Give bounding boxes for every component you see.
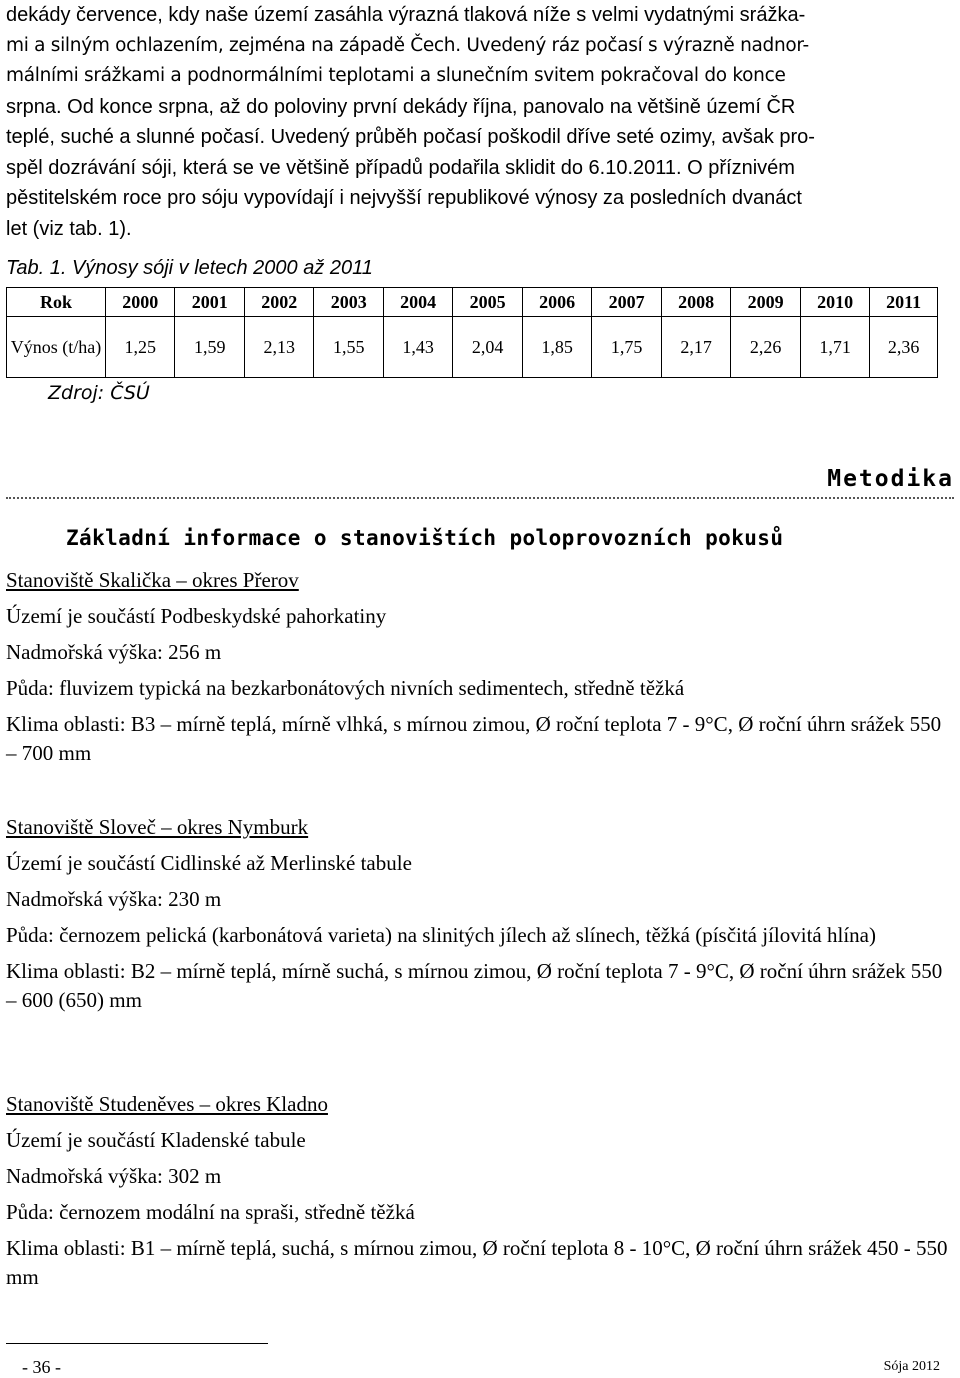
year-row: [7, 288, 938, 317]
yield-cell: 1,71: [800, 317, 869, 378]
site-soil: Půda: fluvizem typická na bezkarbonátových nivních sedimentech, středně těžká: [6, 676, 685, 700]
yield-cell: 2,26: [731, 317, 800, 378]
intro-line: dekády července, kdy naše území zasáhla výrazná tlaková níže s velmi vydatnými srážka-: [6, 4, 806, 26]
intro-paragraph: [6, 0, 954, 244]
site-region: Území je součástí Podbeskydské pahorkatiny: [6, 604, 387, 628]
year-cell: 2000: [106, 288, 175, 317]
year-cell: 2007: [592, 288, 661, 317]
intro-line: spěl dozrávání sóji, která se ve většině případů podařila sklidit do 6.10.2011. O příznivém: [6, 156, 795, 179]
year-cell: 2005: [453, 288, 522, 317]
yield-cell: 1,43: [383, 317, 452, 378]
yield-cell: 1,55: [314, 317, 383, 378]
year-cell: 2010: [800, 288, 869, 317]
table-source: Zdroj: ČSÚ: [48, 382, 150, 404]
year-cell: 2001: [175, 288, 244, 317]
year-cell: 2002: [244, 288, 313, 317]
section-divider: [6, 497, 954, 499]
year-cell: 2009: [731, 288, 800, 317]
year-row-label: Rok: [7, 288, 106, 317]
site-title: Stanoviště Sloveč – okres Nymburk: [6, 815, 309, 839]
site-title: Stanoviště Skalička – okres Přerov: [6, 568, 299, 592]
site-soil: Půda: černozem modální na spraši, středně těžká: [6, 1200, 415, 1224]
site-block-slovec: [6, 813, 954, 1022]
site-block-skalicka: [6, 566, 954, 775]
intro-line: mi a silným ochlazením, zejména na západě Čech. Uvedený ráz počasí s výrazně nadnor-: [6, 34, 809, 56]
yield-cell: 2,17: [661, 317, 730, 378]
intro-line: let (viz tab. 1).: [6, 217, 132, 240]
yield-cell: 2,13: [244, 317, 313, 378]
intro-line: srpna. Od konce srpna, až do poloviny první dekády října, panovalo na většině území ČR: [6, 95, 796, 118]
site-altitude: Nadmořská výška: 256 m: [6, 640, 222, 664]
site-climate: Klima oblasti: B1 – mírně teplá, suchá, s mírnou zimou, Ø roční teplota 8 - 10°C, Ø roční úhrn srážek 450 - 550 mm: [6, 1236, 948, 1289]
section-heading: Metodika: [827, 466, 954, 492]
yield-cell: 1,25: [106, 317, 175, 378]
site-block-studeneves: [6, 1090, 954, 1299]
intro-line: málními srážkami a podnormálními teplotami a slunečním svitem pokračoval do konce: [6, 65, 786, 86]
year-cell: 2004: [383, 288, 452, 317]
intro-line: teplé, suché a slunné počasí. Uvedený průběh počasí poškodil dříve seté ozimy, avšak pro-: [6, 126, 815, 148]
site-altitude: Nadmořská výška: 230 m: [6, 887, 222, 911]
yield-row: [7, 317, 938, 378]
site-region: Území je součástí Cidlinské až Merlinské tabule: [6, 851, 412, 875]
yield-cell: 2,04: [453, 317, 522, 378]
year-cell: 2006: [522, 288, 591, 317]
page-number: - 36 -: [22, 1357, 61, 1377]
yield-row-label: Výnos (t/ha): [7, 317, 106, 378]
site-region: Území je součástí Kladenské tabule: [6, 1128, 306, 1152]
intro-line: pěstitelském roce pro sóju vypovídají i nejvyšší republikové výnosy za posledních dvanáct: [6, 187, 802, 209]
yield-cell: 2,36: [870, 317, 938, 378]
footer-divider: [6, 1343, 268, 1344]
year-cell: 2011: [870, 288, 938, 317]
yield-cell: 1,75: [592, 317, 661, 378]
footer-title: Sója 2012: [883, 1359, 940, 1374]
site-title: Stanoviště Studeněves – okres Kladno: [6, 1092, 328, 1116]
site-climate: Klima oblasti: B2 – mírně teplá, mírně suchá, s mírnou zimou, Ø roční teplota 7 - 9°C, Ø roční úhrn srážek 550 – 600 (650) mm: [6, 959, 943, 1012]
yield-table: [6, 287, 938, 378]
site-altitude: Nadmořská výška: 302 m: [6, 1164, 222, 1188]
site-climate: Klima oblasti: B3 – mírně teplá, mírně vlhká, s mírnou zimou, Ø roční teplota 7 - 9°C, Ø roční úhrn srážek 550 – 700 mm: [6, 712, 942, 765]
year-cell: 2008: [661, 288, 730, 317]
subheading: Základní informace o stanovištích poloprovozních pokusů: [66, 526, 784, 550]
table-caption: Tab. 1. Výnosy sóji v letech 2000 až 2011: [6, 257, 373, 279]
yield-cell: 1,85: [522, 317, 591, 378]
year-cell: 2003: [314, 288, 383, 317]
yield-cell: 1,59: [175, 317, 244, 378]
site-soil: Půda: černozem pelická (karbonátová varieta) na slinitých jílech až slínech, těžká (písčitá jílovitá hlína): [6, 923, 876, 947]
